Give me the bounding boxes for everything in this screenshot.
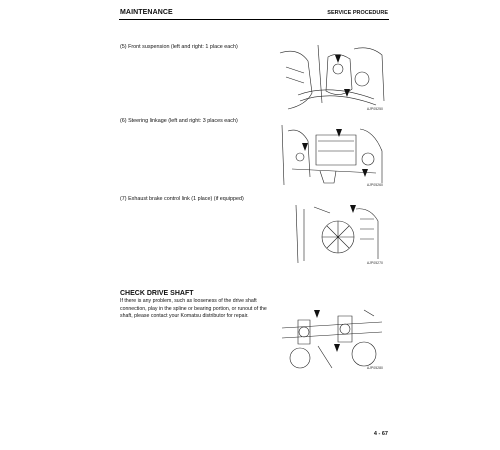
figure-code-exhaust-brake-link: AJP05270 <box>366 261 383 265</box>
figure-drive-shaft <box>278 302 386 372</box>
header-rule <box>119 19 389 20</box>
paragraph-line: shaft, please contact your Komatsu distributor for repair. <box>120 313 249 320</box>
exhaust-brake-link-drawing <box>278 199 386 267</box>
figure-code-front-suspension: AJP05250 <box>366 107 383 111</box>
front-suspension-drawing <box>278 43 386 113</box>
steering-linkage-drawing <box>278 121 386 189</box>
header-left: MAINTENANCE <box>120 9 173 16</box>
drive-shaft-drawing <box>278 302 386 372</box>
header-right: SERVICE PROCEDURE <box>327 10 388 16</box>
figure-front-suspension <box>278 43 386 113</box>
caption-front-suspension: (5) Front suspension (left and right: 1 place each) <box>120 44 238 50</box>
figure-code-drive-shaft: AJP05280 <box>366 366 383 370</box>
figure-steering-linkage <box>278 121 386 189</box>
figure-exhaust-brake-link <box>278 199 386 267</box>
page-number: 4 - 67 <box>373 431 388 437</box>
section-title-check-drive-shaft: CHECK DRIVE SHAFT <box>120 290 194 297</box>
figure-code-steering-linkage: AJP05260 <box>366 183 383 187</box>
section-paragraph <box>120 298 275 321</box>
caption-steering-linkage: (6) Steering linkage (left and right: 3 places each) <box>120 118 238 124</box>
paragraph-line: If there is any problem, such as looseness of the drive shaft <box>120 298 257 304</box>
caption-exhaust-brake-link: (7) Exhaust brake control link (1 place) (if equipped) <box>120 196 244 202</box>
paragraph-line: connection, play in the spline or bearing portion, or runout of the <box>120 305 267 312</box>
